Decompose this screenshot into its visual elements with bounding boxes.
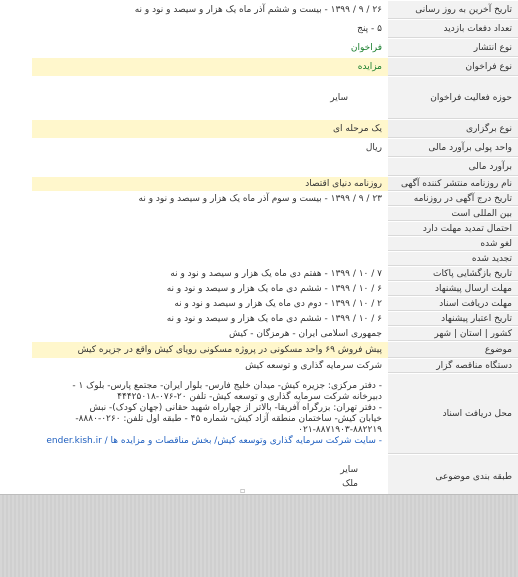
row-value: فراخوان (32, 39, 388, 57)
row-label: احتمال تمدید مهلت دارد (388, 222, 518, 236)
row-estimate (32, 158, 518, 176)
address-line: - دفتر تهران: بزرگراه آفریقا- بالاتر از چهارراه شهید حقانی (جهان کودک)- نبش (89, 403, 382, 413)
row-value: مزایده (32, 58, 388, 76)
row-newspaper-date (32, 192, 518, 206)
row-label: مهلت دریافت اسناد (388, 297, 518, 311)
row-opening-date (32, 267, 518, 281)
row-subject (32, 342, 518, 358)
row-publish-type (32, 39, 518, 57)
classification-item: سایر (340, 465, 358, 475)
row-visit-count (32, 20, 518, 38)
row-value: ۶ / ۱۰ / ۱۳۹۹ - ششم دی ماه یک هزار و سیصد و نود و نه (32, 282, 388, 296)
row-documents-address (32, 374, 518, 454)
row-label: بین المللی است (388, 207, 518, 221)
footer-band (0, 494, 518, 577)
row-label: تاریخ آخرین به روز رسانی (388, 1, 518, 19)
row-last-update (32, 1, 518, 19)
row-value: پیش فروش ۶۹ واحد مسکونی در پروژه مسکونی رویای کیش واقع در جزیره کیش (32, 342, 388, 358)
row-value (32, 207, 388, 221)
row-label: تاریخ درج آگهی در روزنامه (388, 192, 518, 206)
row-label: نوع انتشار (388, 39, 518, 57)
row-renewed (32, 252, 518, 266)
row-newspaper (32, 177, 518, 191)
row-value: ۵ - پنج (32, 20, 388, 38)
row-organizer (32, 359, 518, 373)
row-label: نام روزنامه منتشر کننده آگهی (388, 177, 518, 191)
row-label: حوزه فعالیت فراخوان (388, 77, 518, 119)
row-label: محل دریافت اسناد (388, 374, 518, 454)
row-label: نوع فراخوان (388, 58, 518, 76)
row-label: طبقه بندی موضوعی (388, 455, 518, 499)
row-extension (32, 222, 518, 236)
row-activity-area (32, 77, 518, 119)
row-label: موضوع (388, 342, 518, 358)
row-holding-type (32, 120, 518, 138)
address-value (32, 374, 388, 454)
row-label: مهلت ارسال پیشنهاد (388, 282, 518, 296)
row-value (32, 222, 388, 236)
row-label: برآورد مالی (388, 158, 518, 176)
row-value: ۲۳ / ۹ / ۱۳۹۹ - بیست و سوم آذر ماه یک هزار و سیصد و نود و نه (32, 192, 388, 206)
row-value: جمهوری اسلامی ایران - هرمزگان - کیش (32, 327, 388, 341)
small-dot (240, 486, 244, 490)
row-value: یک مرحله ای (32, 120, 388, 138)
row-label: تعداد دفعات بازدید (388, 20, 518, 38)
row-proposal-validity (32, 312, 518, 326)
address-line: دبیرخانه شرکت سرمایه گذاری و توسعه کیش- تلفن ۲۰-۰۷۶-۴۴۴۲۵۰۱۸ (117, 392, 382, 402)
row-label: کشور | استان | شهر (388, 327, 518, 341)
row-label: تجدید شده (388, 252, 518, 266)
row-value (32, 237, 388, 251)
address-line: ۰۲۱-۸۸۷۱۹۰۳-۸۸۲۲۱۹ (298, 425, 382, 435)
row-label: تاریخ اعتبار پیشنهاد (388, 312, 518, 326)
row-international (32, 207, 518, 221)
address-site-link[interactable]: - سایت شرکت سرمایه گذاری وتوسعه کیش/ بخش مناقصات و مزایده ها / ender.kish.ir (46, 436, 382, 446)
row-value: ۲ / ۱۰ / ۱۳۹۹ - دوم دی ماه یک هزار و سیصد و نود و نه (32, 297, 388, 311)
address-line: خیابان کیش- ساختمان منطقه آزاد کیش- شماره ۴۵ - طبقه اول تلفن: ۰۲۶۰-۸۸۸۰- (75, 414, 382, 424)
row-documents-deadline (32, 297, 518, 311)
row-value: ۷ / ۱۰ / ۱۳۹۹ - هفتم دی ماه یک هزار و سیصد و نود و نه (32, 267, 388, 281)
row-value: سایر (32, 77, 388, 119)
row-proposal-deadline (32, 282, 518, 296)
row-call-type (32, 58, 518, 76)
row-value (32, 252, 388, 266)
classification-value (32, 455, 388, 499)
left-margin (0, 0, 32, 494)
row-label: لغو شده (388, 237, 518, 251)
row-value: ریال (32, 139, 388, 157)
row-value: ۶ / ۱۰ / ۱۳۹۹ - ششم دی ماه یک هزار و سیصد و نود و نه (32, 312, 388, 326)
tender-details-table (32, 0, 518, 519)
address-line: - دفتر مرکزی: جزیره کیش- میدان خلیج فارس- بلوار ایران- مجتمع پارس- بلوک ۱ - (72, 381, 382, 391)
row-value (32, 158, 388, 176)
row-location (32, 327, 518, 341)
row-classification (32, 455, 518, 499)
row-label: دستگاه مناقصه گزار (388, 359, 518, 373)
row-value: ۲۶ / ۹ / ۱۳۹۹ - بیست و ششم آذر ماه یک هزار و سیصد و نود و نه (32, 1, 388, 19)
row-cancelled (32, 237, 518, 251)
row-value: شرکت سرمایه گذاری و توسعه کیش (32, 359, 388, 373)
row-value: روزنامه دنیای اقتصاد (32, 177, 388, 191)
classification-item: ملک (342, 479, 358, 489)
row-currency (32, 139, 518, 157)
row-label: واحد پولی برآورد مالی (388, 139, 518, 157)
row-label: نوع برگزاری (388, 120, 518, 138)
row-label: تاریخ بازگشایی پاکات (388, 267, 518, 281)
